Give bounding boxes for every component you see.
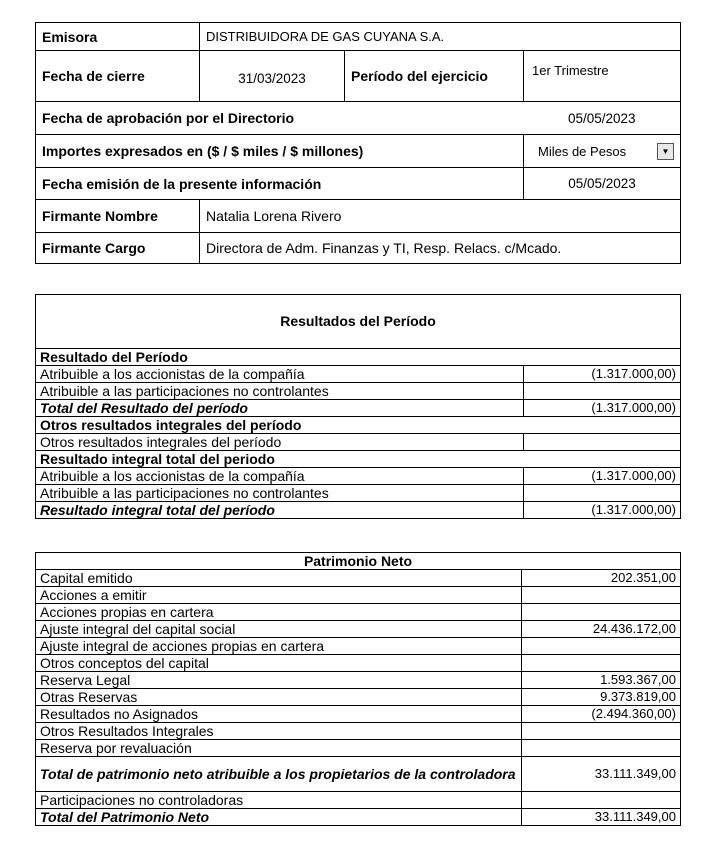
row-value: 202.351,00 (522, 570, 681, 587)
row-label: Total de patrimonio neto atribuible a los propietarios de la controladora (36, 757, 522, 792)
row-value (522, 792, 681, 809)
table-row (36, 757, 681, 792)
currency-unit-value: Miles de Pesos (538, 143, 627, 159)
periodo-label: Período del ejercicio (345, 51, 524, 102)
importes-label: Importes expresados en ($ / $ miles / $ millones) (36, 135, 524, 168)
row-label: Total del Resultado del período (36, 400, 524, 417)
dropdown-arrow-icon[interactable]: ▼ (657, 143, 674, 160)
table-row (36, 740, 681, 757)
row-label: Otros Resultados Integrales (36, 723, 522, 740)
periodo-value: 1er Trimestre (524, 51, 681, 102)
resultados-title: Resultados del Período (36, 295, 681, 349)
row-label: Capital emitido (36, 570, 522, 587)
row-label: Participaciones no controladoras (36, 792, 522, 809)
row-value: 9.373.819,00 (522, 689, 681, 706)
row-value: (1.317.000,00) (524, 400, 681, 417)
resultados-table (35, 294, 681, 519)
row-value: (1.317.000,00) (524, 468, 681, 485)
row-label: Otros conceptos del capital (36, 655, 522, 672)
fecha-aprobacion-value: 05/05/2023 (524, 102, 681, 135)
table-row (36, 383, 681, 400)
table-row (36, 366, 681, 383)
row-label: Atribuible a las participaciones no controlantes (36, 485, 524, 502)
row-value: (1.317.000,00) (524, 366, 681, 383)
table-row (36, 502, 681, 519)
row-value (524, 485, 681, 502)
table-row (36, 485, 681, 502)
table-row (36, 809, 681, 826)
table-row (36, 723, 681, 740)
row-value (522, 638, 681, 655)
row-value (522, 655, 681, 672)
table-row (36, 638, 681, 655)
row-label: Total del Patrimonio Neto (36, 809, 522, 826)
row-value: 33.111.349,00 (522, 757, 681, 792)
firmante-nombre-label: Firmante Nombre (36, 200, 200, 233)
row-label: Resultados no Asignados (36, 706, 522, 723)
row-value (522, 723, 681, 740)
row-value: 24.436.172,00 (522, 621, 681, 638)
row-value: (2.494.360,00) (522, 706, 681, 723)
fecha-aprobacion-label: Fecha de aprobación por el Directorio (36, 102, 524, 135)
emisora-label: Emisora (36, 23, 200, 51)
table-row (36, 570, 681, 587)
row-value (522, 604, 681, 621)
table-row (36, 400, 681, 417)
table-row (36, 655, 681, 672)
fecha-cierre-label: Fecha de cierre (36, 51, 200, 102)
row-value: 33.111.349,00 (522, 809, 681, 826)
section-title: Resultado integral total del periodo (36, 451, 681, 468)
row-label: Otras Reservas (36, 689, 522, 706)
table-row (36, 468, 681, 485)
firmante-cargo-label: Firmante Cargo (36, 233, 200, 264)
issuer-info-table (35, 22, 681, 264)
fecha-emision-value: 05/05/2023 (524, 168, 681, 200)
row-value (522, 740, 681, 757)
row-value: 1.593.367,00 (522, 672, 681, 689)
row-label: Ajuste integral de acciones propias en cartera (36, 638, 522, 655)
row-label: Resultado integral total del período (36, 502, 524, 519)
firmante-cargo-value: Directora de Adm. Finanzas y TI, Resp. Relacs. c/Mcado. (200, 233, 681, 264)
row-label: Atribuible a los accionistas de la compañía (36, 468, 524, 485)
table-row (36, 672, 681, 689)
row-label: Acciones a emitir (36, 587, 522, 604)
table-row (36, 706, 681, 723)
table-row (36, 792, 681, 809)
row-label: Acciones propias en cartera (36, 604, 522, 621)
row-label: Atribuible a los accionistas de la compañía (36, 366, 524, 383)
row-label: Ajuste integral del capital social (36, 621, 522, 638)
currency-unit-select[interactable] (524, 135, 681, 168)
row-value (524, 434, 681, 451)
row-label: Atribuible a las participaciones no controlantes (36, 383, 524, 400)
row-value: (1.317.000,00) (524, 502, 681, 519)
firmante-nombre-value: Natalia Lorena Rivero (200, 200, 681, 233)
patrimonio-title: Patrimonio Neto (36, 553, 681, 570)
table-row (36, 621, 681, 638)
row-label: Reserva por revaluación (36, 740, 522, 757)
fecha-emision-label: Fecha emisión de la presente información (36, 168, 524, 200)
table-row (36, 604, 681, 621)
emisora-value: DISTRIBUIDORA DE GAS CUYANA S.A. (200, 23, 681, 51)
section-title: Otros resultados integrales del período (36, 417, 681, 434)
section-title: Resultado del Período (36, 349, 681, 366)
table-row (36, 587, 681, 604)
row-value (522, 587, 681, 604)
table-row (36, 434, 681, 451)
row-value (524, 383, 681, 400)
row-label: Otros resultados integrales del período (36, 434, 524, 451)
table-row (36, 689, 681, 706)
row-label: Reserva Legal (36, 672, 522, 689)
fecha-cierre-value: 31/03/2023 (200, 51, 345, 102)
patrimonio-neto-table (35, 552, 681, 826)
